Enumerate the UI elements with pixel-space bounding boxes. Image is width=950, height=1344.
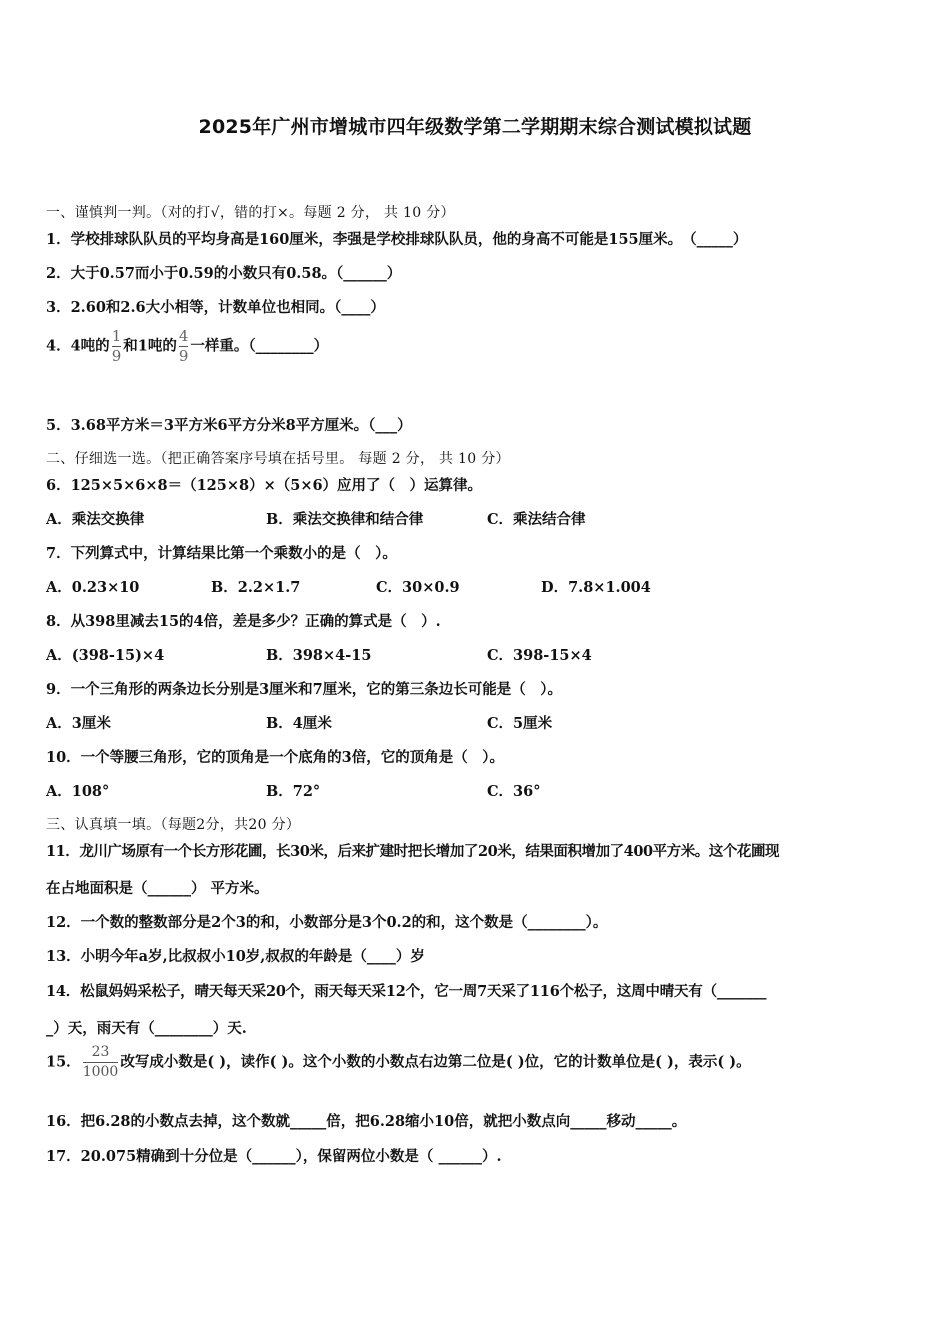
fraction-denominator: 9 (178, 347, 189, 365)
question-9: 9．一个三角形的两条边长分别是3厘米和7厘米，它的第三条边长可能是（ ）。 (46, 681, 563, 698)
question-11-continued: 在占地面积是（______） 平方米。 (46, 880, 269, 897)
fraction-numerator: 1 (111, 327, 122, 345)
option-c: C．30×0.9 (376, 579, 460, 596)
question-15-number: 15． (46, 1053, 81, 1071)
fraction-denominator: 1000 (82, 1064, 119, 1080)
question-13: 13．小明今年a岁,比叔叔小10岁,叔叔的年龄是（____）岁 (46, 948, 425, 965)
question-8: 8．从398里减去15的4倍，差是多少？正确的算式是（ ）. (46, 613, 441, 630)
option-b: B．乘法交换律和结合律 (266, 511, 424, 528)
fraction-1-9 (112, 328, 122, 365)
option-c: C．36° (487, 783, 541, 800)
question-4-text-c: 一样重。（________） (190, 337, 329, 355)
question-14: 14．松鼠妈妈采松子，晴天每天采20个，雨天每天采12个，它一周7天采了116个松子，这周中晴天有（_______ (46, 983, 767, 1000)
option-a: A．(398-15)×4 (46, 647, 165, 664)
option-c: C．398-15×4 (487, 647, 592, 664)
question-3: 3．2.60和2.6大小相等，计数单位也相同。（____） (46, 299, 385, 316)
question-11: 11．龙川广场原有一个长方形花圃，长30米，后来扩建时把长增加了20米，结果面积增加了400平方米。这个花圃现 (46, 843, 780, 860)
fraction-numerator: 23 (91, 1044, 110, 1060)
question-7: 7．下列算式中，计算结果比第一个乘数小的是（ ）。 (46, 545, 397, 562)
option-a: A．108° (46, 783, 110, 800)
question-1: 1．学校排球队队员的平均身高是160厘米，李强是学校排球队队员，他的身高不可能是155厘米。 （_____） (46, 231, 748, 248)
question-4 (46, 328, 328, 365)
section-heading-2: 二、仔细选一选。（把正确答案序号填在括号里。 每题 2 分， 共 10 分） (46, 451, 510, 467)
fraction-4-9 (179, 328, 189, 365)
option-a: A．乘法交换律 (46, 511, 145, 528)
option-a: A．0.23×10 (46, 579, 140, 596)
fraction-23-1000 (83, 1044, 119, 1081)
option-b: B．4厘米 (266, 715, 332, 732)
option-d: D．7.8×1.004 (541, 579, 651, 596)
question-2: 2．大于0.57而小于0.59的小数只有0.58。（______） (46, 265, 402, 282)
fraction-numerator: 4 (178, 327, 189, 345)
question-6: 6．125×5×6×8＝（125×8）×（5×6）应用了（ ）运算律。 (46, 477, 483, 494)
question-17: 17．20.075精确到十分位是（______），保留两位小数是（ ______）. (46, 1148, 502, 1165)
question-14-continued: _）天，雨天有（________）天. (46, 1020, 247, 1037)
option-c: C．5厘米 (487, 715, 553, 732)
option-b: B．398×4-15 (266, 647, 372, 664)
question-15-text: 改写成小数是( )，读作( )。这个小数的小数点右边第二位是( )位，它的计数单位是( )，表示( )。 (120, 1053, 751, 1071)
section-heading-3: 三、认真填一填。（每题2分，共20 分） (46, 817, 301, 833)
question-5: 5．3.68平方米＝3平方米6平方分米8平方厘米。（___） (46, 417, 412, 434)
page-title: 2025年广州市增城市四年级数学第二学期期末综合测试模拟试题 (198, 116, 752, 138)
option-b: B．2.2×1.7 (211, 579, 301, 596)
question-10: 10．一个等腰三角形，它的顶角是一个底角的3倍，它的顶角是（ ）。 (46, 749, 505, 766)
question-16: 16．把6.28的小数点去掉，这个数就_____倍，把6.28缩小10倍，就把小数点向_____移动_____。 (46, 1113, 687, 1130)
fraction-denominator: 9 (111, 347, 122, 365)
question-12: 12．一个数的整数部分是2个3的和，小数部分是3个0.2的和，这个数是（________）。 (46, 914, 608, 931)
option-c: C．乘法结合律 (487, 511, 586, 528)
option-a: A．3厘米 (46, 715, 111, 732)
question-4-text-b: 和1吨的 (123, 337, 177, 355)
question-4-text-a: 4．4吨的 (46, 337, 110, 355)
section-heading-1: 一、谨慎判一判。（对的打√，错的打×。每题 2 分， 共 10 分） (46, 205, 455, 221)
question-15 (46, 1044, 751, 1081)
option-b: B．72° (266, 783, 321, 800)
